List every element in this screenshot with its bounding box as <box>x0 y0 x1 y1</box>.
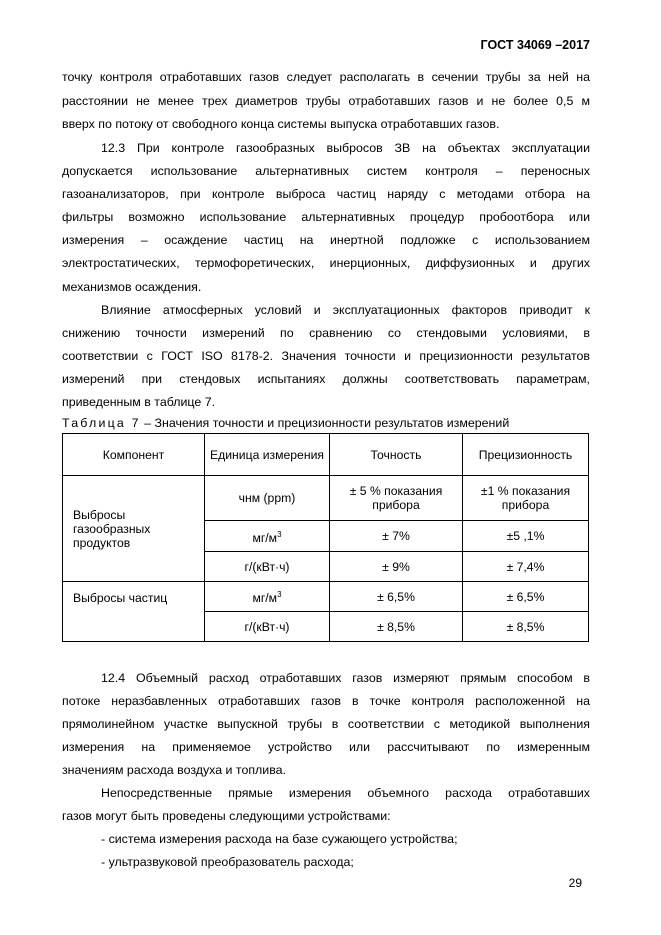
table-cell-precision: ± 6,5% <box>463 582 589 612</box>
paragraph-line: снижению точности измерений по сравнению со стендовыми условиями, в <box>62 326 590 340</box>
table-header-precision: Прецизионность <box>463 434 589 476</box>
paragraph-line: Непосредственные прямые измерения объемного расхода отработавших <box>101 786 590 800</box>
table-cell-precision: ± 8,5% <box>463 612 589 642</box>
paragraph-line: приведенным в таблице 7. <box>62 395 216 409</box>
table-row <box>63 476 589 521</box>
table-cell-accuracy: ± 6,5% <box>330 582 463 612</box>
table-cell-precision: ±5 ,1% <box>463 521 589 552</box>
list-item: - система измерения расхода на базе сужающего устройства; <box>101 832 458 846</box>
paragraph-line: допускается использование альтернативных систем контроля – переносных <box>62 164 590 178</box>
table-cell-precision: ± 7,4% <box>463 552 589 582</box>
table-cell-precision: ±1 % показания прибора <box>463 476 589 521</box>
table-cell-component: Выбросы частиц <box>63 582 205 642</box>
paragraph-line: измерения – осаждение частиц на инертной подложке с использованием <box>62 233 590 247</box>
table-cell-unit <box>205 582 330 612</box>
table-header-unit: Единица измерения <box>205 434 330 476</box>
paragraph-line: Влияние атмосферных условий и эксплуатационных факторов приводит к <box>101 303 590 317</box>
paragraph-line: прямолинейном участке выпускной трубы в соответствии с методикой выполнения <box>62 717 590 731</box>
table-header-accuracy: Точность <box>330 434 463 476</box>
accuracy-precision-table <box>62 433 589 642</box>
table-caption-label: Таблица 7 <box>62 416 141 430</box>
unit-superscript: 3 <box>277 529 282 539</box>
table-cell-unit: г/(кВт·ч) <box>205 612 330 642</box>
table-row <box>63 582 589 612</box>
table-cell-accuracy: ± 8,5% <box>330 612 463 642</box>
table-cell-accuracy: ± 5 % показания прибора <box>330 476 463 521</box>
paragraph-line: точку контроля отработавших газов следует располагать в сечении трубы за ней на <box>62 70 590 84</box>
paragraph-line: газов могут быть проведены следующими устройствами: <box>62 809 391 823</box>
table-cell-accuracy: ± 7% <box>330 521 463 552</box>
paragraph-line: газоанализаторов, при контроле выброса частиц наряду с методами отбора на <box>62 187 590 201</box>
page-number: 29 <box>568 876 582 890</box>
paragraph-line: механизмов осаждения. <box>62 280 202 294</box>
table-cell-component: Выбросы газообразных продуктов <box>63 476 205 582</box>
table-cell-unit: г/(кВт·ч) <box>205 552 330 582</box>
standard-header: ГОСТ 34069 –2017 <box>480 38 590 52</box>
table-header-component: Компонент <box>63 434 205 476</box>
table-caption-text: – Значения точности и прецизионности результатов измерений <box>140 416 510 430</box>
unit-superscript: 3 <box>277 590 282 599</box>
table-caption <box>62 416 509 430</box>
paragraph-line: вверх по потоку от свободного конца системы выпуска отработавших газов. <box>62 117 500 131</box>
paragraph-line: фильтры возможно использование альтернативных процедур пробоотбора или <box>62 210 590 224</box>
paragraph-line: измерений при стендовых испытаниях должны соответствовать параметрам, <box>62 372 590 386</box>
paragraph-line: потоке неразбавленных отработавших газов в точке контроля расположенной на <box>62 694 590 708</box>
list-item: - ультразвуковой преобразователь расхода; <box>101 855 354 869</box>
paragraph-line: значениям расхода воздуха и топлива. <box>62 763 286 777</box>
paragraph-line: 12.4 Объемный расход отработавших газов измеряют прямым способом в <box>101 671 590 685</box>
paragraph-line: 12.3 При контроле газообразных выбросов ЗВ на объектах эксплуатации <box>101 141 590 155</box>
table-cell-unit <box>205 521 330 552</box>
table-cell-accuracy: ± 9% <box>330 552 463 582</box>
table-cell-unit: чнм (ppm) <box>205 476 330 521</box>
paragraph-line: электростатических, термофоретических, инерционных, диффузионных и других <box>62 256 590 270</box>
unit-text: мг/м <box>252 530 278 545</box>
paragraph-line: соответствии с ГОСТ ISO 8178-2. Значения точности и прецизионности результатов <box>62 349 590 363</box>
paragraph-line: расстоянии не менее трех диаметров трубы отработавших газов и не более 0,5 м <box>62 94 590 108</box>
paragraph-line: измерения на применяемое устройство или рассчитывают по измеренным <box>62 740 590 754</box>
unit-text: мг/м <box>252 591 278 605</box>
